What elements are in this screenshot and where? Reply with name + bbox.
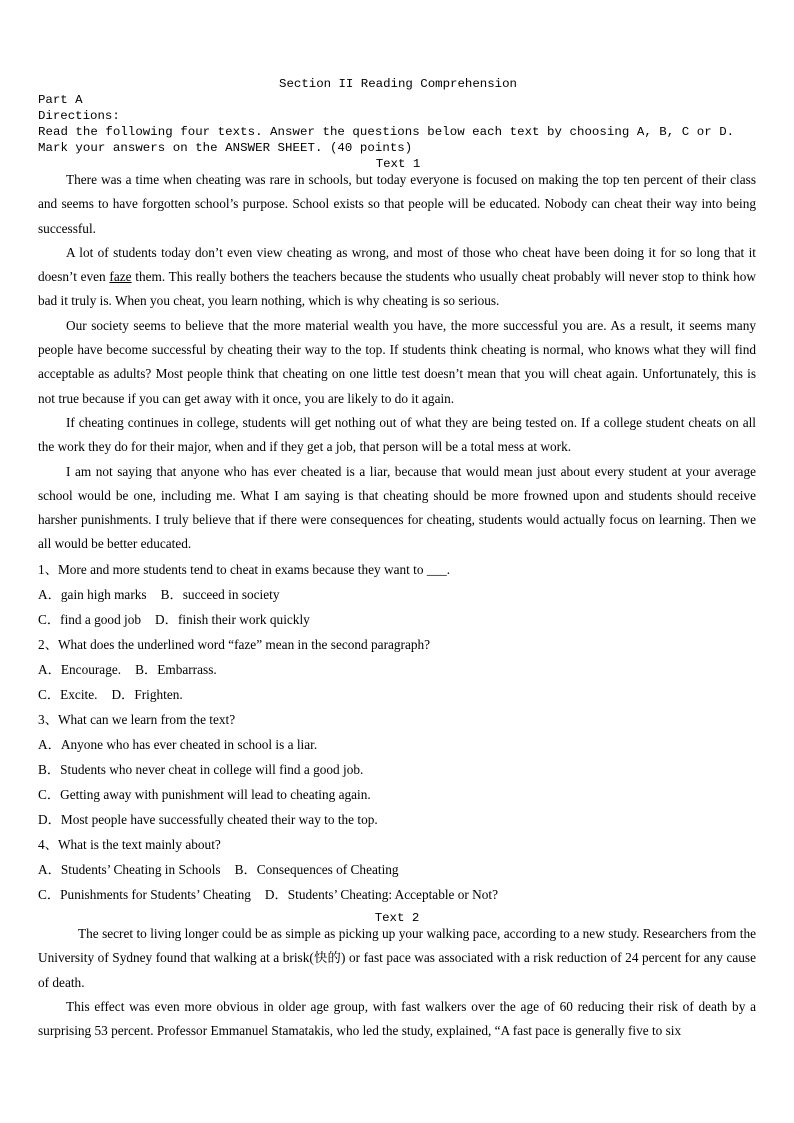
text2-heading: Text 2 <box>374 911 420 925</box>
question-2-stem: 2、What does the underlined word “faze” mean in the second paragraph? <box>38 636 431 652</box>
question-4 <box>38 832 756 907</box>
text1-paragraph-4: If cheating continues in college, students will get nothing out of what they are being tested on. If a college student cheats on all the work they do for their major, when and if they get a job, that person will be a total mess at work. <box>38 414 756 455</box>
question-1-options-cd <box>38 607 756 632</box>
question-3-stem: 3、What can we learn from the text? <box>38 711 236 727</box>
question-1 <box>38 557 756 632</box>
question-1-stem: 1、More and more students tend to cheat in exams because they want to ___. <box>38 561 451 577</box>
question-4-options-cd <box>38 882 756 907</box>
text1-paragraph-5: I am not saying that anyone who has ever cheated is a liar, because that would mean just about every student at your average school would be one, including me. What I am saying is that cheating should be more frowned upon and students should receive harsher punishments. I truly believe that if there were consequences for cheating, students would actually focus on learning. Then we all would be better educated. <box>38 463 756 552</box>
text1-paragraph-2-end: them. This really bothers the teachers because the students who usually cheat probably will never stop to think how bad it truly is. When you cheat, you learn nothing, which is why cheating is so serious. <box>38 269 756 309</box>
q2-option-c[interactable]: C．Excite. <box>38 686 98 702</box>
q1-option-b[interactable]: B．succeed in society <box>160 586 280 602</box>
directions-text: Read the following four texts. Answer the questions below each text by choosing A, B, C or D. Mark your answers on the ANSWER SHEET. (40 points) <box>38 125 735 155</box>
exam-header <box>38 76 758 172</box>
question-2 <box>38 632 756 707</box>
text1-paragraph-1: There was a time when cheating was rare in schools, but today everyone is focused on making the top ten percent of their class and seems to have forgotten school’s purpose. School exists so that people will be educated. Nobody can cheat their way into being successful. <box>38 172 756 236</box>
text1-body <box>38 168 756 907</box>
text2-paragraph-2: This effect was even more obvious in older age group, with fast walkers over the age of 60 reducing their risk of death by a surprising 53 percent. Professor Emmanuel Stamatakis, who led the study, explained, “A fast pace is generally five to six <box>38 998 756 1039</box>
q3-option-c[interactable]: C．Getting away with punishment will lead to cheating again. <box>38 786 371 802</box>
question-4-options-ab <box>38 857 756 882</box>
section-title: Section II Reading Comprehension <box>279 77 517 91</box>
q1-option-a[interactable]: A．gain high marks <box>38 586 147 602</box>
q2-option-d[interactable]: D．Frighten. <box>111 686 183 702</box>
q4-option-d[interactable]: D．Students’ Cheating: Acceptable or Not? <box>264 886 499 902</box>
q2-option-b[interactable]: B．Embarrass. <box>135 661 217 677</box>
text1-heading: Text 1 <box>375 157 421 171</box>
question-3 <box>38 707 756 832</box>
directions-label: Directions: <box>38 109 120 123</box>
q2-option-a[interactable]: A．Encourage. <box>38 661 122 677</box>
part-label: Part A <box>38 93 83 107</box>
text2-paragraph-1: The secret to living longer could be as simple as picking up your walking pace, according to a new study. Researchers from the University of Sydney found that walking at a brisk(快的) or fast pace was associated with a risk reduction of 24 percent for any cause of death. <box>38 926 756 990</box>
q1-option-c[interactable]: C．find a good job <box>38 611 142 627</box>
question-4-stem: 4、What is the text mainly about? <box>38 836 221 852</box>
q3-option-b[interactable]: B．Students who never cheat in college will find a good job. <box>38 761 364 777</box>
q3-option-a[interactable]: A．Anyone who has ever cheated in school is a liar. <box>38 736 318 752</box>
text1-paragraph-3: Our society seems to believe that the more material wealth you have, the more successful you are. As a result, it seems many people have become successful by cheating their way to the top. If students think cheating is normal, who knows what they will find acceptable as adults? Most people think that cheating on one little test doesn’t mean that you will cheat again. Unfortunately, this is not true because if you can get away with it once, you are likely to do it again. <box>38 317 756 406</box>
question-2-options-ab <box>38 657 756 682</box>
q4-option-a[interactable]: A．Students’ Cheating in Schools <box>38 861 221 877</box>
underlined-word-faze: faze <box>109 269 132 285</box>
q1-option-d[interactable]: D．finish their work quickly <box>155 611 310 627</box>
q3-option-d[interactable]: D．Most people have successfully cheated their way to the top. <box>38 811 378 827</box>
q4-option-c[interactable]: C．Punishments for Students’ Cheating <box>38 886 251 902</box>
question-1-options-ab <box>38 582 756 607</box>
text1-paragraph-2-start: A lot of students today don’t even view cheating as wrong, and most of those who cheat have been doing it for so long that it doesn’t even <box>38 244 756 285</box>
q4-option-b[interactable]: B．Consequences of Cheating <box>234 861 399 877</box>
question-2-options-cd <box>38 682 756 707</box>
text2-body <box>38 922 756 1043</box>
text1-paragraph-2 <box>38 241 756 314</box>
